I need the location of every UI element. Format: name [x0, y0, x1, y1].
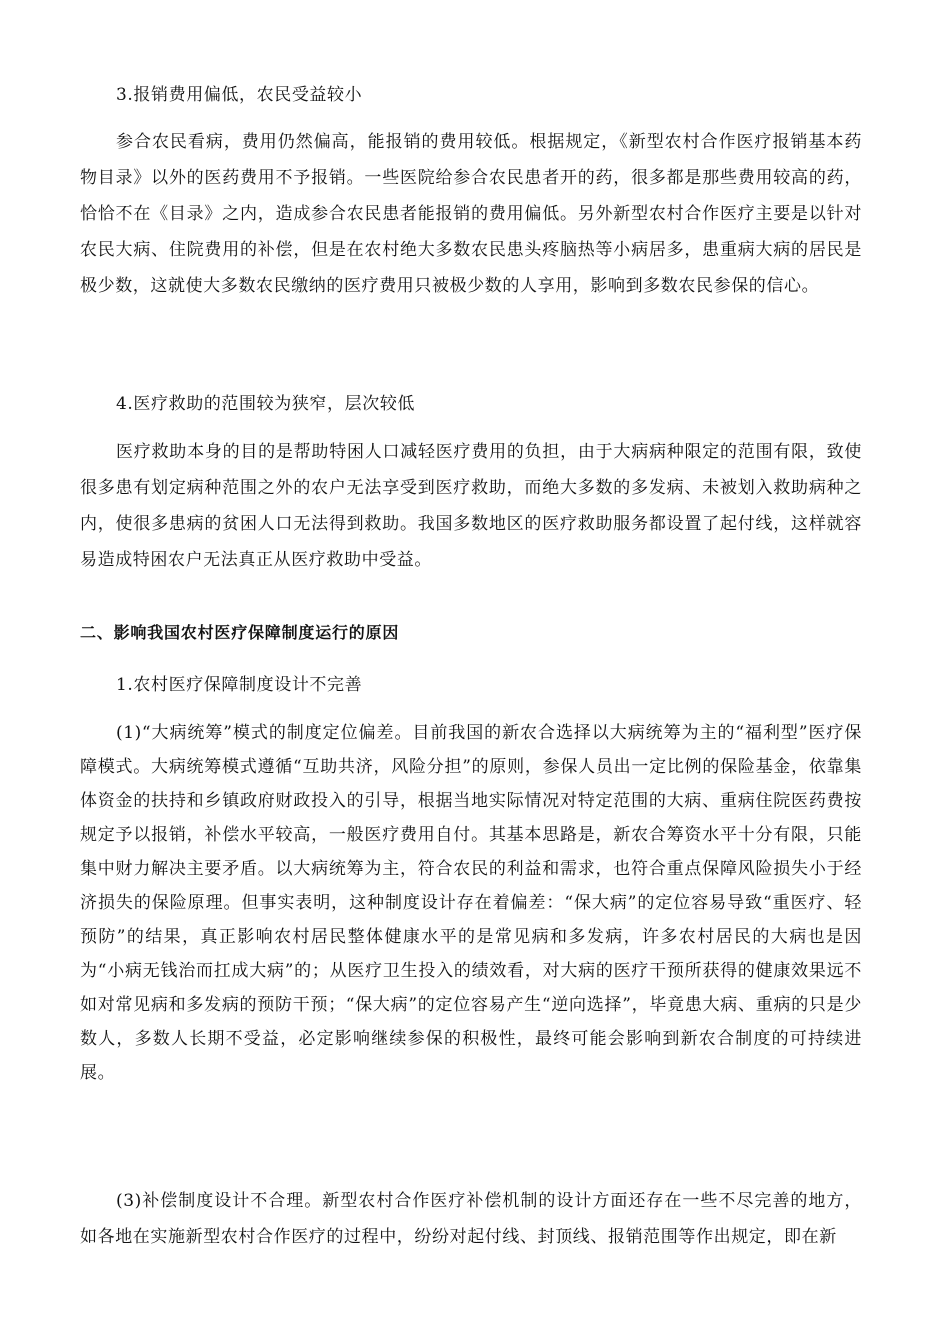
paragraph-major-illness-model: (1)“大病统筹”模式的制度定位偏差。目前我国的新农合选择以大病统筹为主的“福利型”医疗保障模式。大病统筹模式遵循“互助共济，风险分担”的原则，参保人员出一定比例的保险基金，依靠集体资金的扶持和乡镇政府财政投入的引导，根据当地实际情况对特定范围的大病、重病住院医药费按规定予以报销，补偿水平较高，一般医疗费用自付。其基本思路是，新农合筹资水平十分有限，只能集中财力解决主要矛盾。以大病统筹为主，符合农民的利益和需求，也符合重点保障风险损失小于经济损失的保险原理。但事实表明，这种制度设计存在着偏差：“保大病”的定位容易导致“重医疗、轻预防”的结果，真正影响农村居民整体健康水平的是常见病和多发病，许多农村居民的大病也是因为“小病无钱治而扛成大病”的；从医疗卫生投入的绩效看，对大病的医疗干预所获得的健康效果远不如对常见病和多发病的预防干预；“保大病”的定位容易产生“逆向选择”，毕竟患大病、重病的只是少数人，多数人长期不受益，必定影响继续参保的积极性，最终可能会影响到新农合制度的可持续进展。: [80, 723, 862, 1083]
subheading-system-design: 1.农村医疗保障制度设计不完善: [116, 675, 363, 695]
section-title-causes: 二、影响我国农村医疗保障制度运行的原因: [80, 623, 400, 642]
subheading-reimbursement: 3.报销费用偏低，农民受益较小: [116, 85, 363, 105]
paragraph-medical-aid: 医疗救助本身的目的是帮助特困人口减轻医疗费用的负担，由于大病病种限定的范围有限，致使很多患有划定病种范围之外的农户无法享受到医疗救助，而绝大多数的多发病、未被划入救助病种之内，使很多患病的贫困人口无法得到救助。我国多数地区的医疗救助服务都设置了起付线，这样就容易造成特困农户无法真正从医疗救助中受益。: [80, 442, 862, 570]
subheading-medical-aid: 4.医疗救助的范围较为狭窄，层次较低: [116, 394, 416, 414]
paragraph-compensation-design: (3)补偿制度设计不合理。新型农村合作医疗补偿机制的设计方面还存在一些不尽完善的地方，如各地在实施新型农村合作医疗的过程中，纷纷对起付线、封顶线、报销范围等作出规定，即在新: [80, 1191, 862, 1247]
paragraph-reimbursement: 参合农民看病，费用仍然偏高，能报销的费用较低。根据规定，《新型农村合作医疗报销基本药物目录》以外的医药费用不予报销。一些医院给参合农民患者开的药，很多都是那些费用较高的药，恰恰不在《目录》之内，造成参合农民患者能报销的费用偏低。另外新型农村合作医疗主要是以针对农民大病、住院费用的补偿，但是在农村绝大多数农民患头疼脑热等小病居多，患重病大病的居民是极少数，这就使大多数农民缴纳的医疗费用只被极少数的人享用，影响到多数农民参保的信心。: [80, 132, 862, 296]
